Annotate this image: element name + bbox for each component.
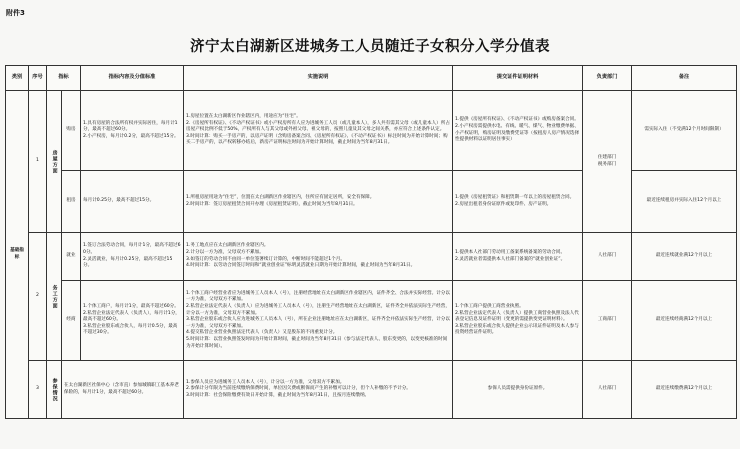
sub-indicator-cell: 就业 bbox=[62, 233, 81, 281]
docs-cell: 1.提供《房屋所有权证》、《不动产权证书》或购房备案合同。 2.小产权房需提供水电、有线、暖气、煤气、物业缴费单据、小产权证明，购房证明及缴费凭证等（按租房人房产情况选择性提供材料以证明居住事实） bbox=[453, 91, 583, 171]
sub-indicator-cell: 租房 bbox=[62, 171, 81, 233]
content-cell: 1.具有房屋的合法所有权并实际居住，每月计1分，最高不超过60分。 2.小产权房，每月计0.2分，最高不超过15分。 bbox=[81, 91, 184, 171]
docs-cell: 1.提供《房屋租赁证》和租赁期一年以上的房屋租赁合同。 2.房屋出租者身份证原件或复印件、房产证明。 bbox=[453, 171, 583, 233]
indicator-label: 参保情况 bbox=[51, 377, 58, 402]
document-title: 济宁太白湖新区进城务工人员随迁子女积分入学分值表 bbox=[190, 39, 550, 55]
header-docs: 提交证件证明材料 bbox=[453, 66, 583, 91]
note-cell: 最近连续经商满12个月以上 bbox=[632, 281, 737, 361]
dept-cell: 人社部门 bbox=[583, 361, 632, 419]
seq-cell: 3 bbox=[29, 361, 47, 419]
content-cell: 在太白湖新区社保中心（含市直）参加城镇职工基本养老保险的，每月计1分，最高不超过60分。 bbox=[62, 361, 184, 419]
seq-cell: 2 bbox=[29, 233, 47, 361]
table-row bbox=[6, 91, 737, 171]
indicator-cell bbox=[47, 233, 62, 361]
seq-cell: 1 bbox=[29, 91, 47, 233]
indicator-label: 务工方面 bbox=[51, 284, 58, 309]
indicator-label: 房屋方面 bbox=[51, 149, 58, 174]
table-row bbox=[6, 361, 737, 419]
header-content: 指标内容及分值标准 bbox=[81, 66, 184, 91]
note-cell: 最近连续缴费满12个月以上 bbox=[632, 361, 737, 419]
attachment-label: 附件3 bbox=[6, 9, 25, 17]
sub-indicator-cell: 购房 bbox=[62, 91, 81, 171]
header-dept: 负责部门 bbox=[583, 66, 632, 91]
content-cell: 1.个体工商户，每月计1分，最高不超过60分。 2.私营企业法定代表人（负责人），每月计1分，最高不超过60分。 3.私营企业股东或合伙人，每月计0.5分，最高不超过30分。 bbox=[81, 281, 184, 361]
header-explain: 实施说明 bbox=[184, 66, 453, 91]
category-cell: 基础指标 bbox=[6, 91, 29, 419]
indicator-cell bbox=[47, 361, 62, 419]
sub-indicator-cell: 经商 bbox=[62, 281, 81, 361]
explain-cell: 1.务工地点应在太白湖新区作业辖区内。 2.计分以一方为准，父母双方不累加。 3.如签订的劳动合同不由同一单位签署续订计算的，中断时间不能超过1个月。 4.时间计算：以劳动合同签订时间和“就业创业证”标明灵活就业日期为开始计算时间，截止时间为当年8月31日。 bbox=[184, 233, 453, 281]
indicator-cell bbox=[47, 91, 62, 233]
header-row bbox=[6, 66, 737, 91]
header-seq: 序号 bbox=[29, 66, 47, 91]
explain-cell: 1.个体工商户经营业者应为进城务工人员本人（号），注册经营地址在太白湖新区作业辖区内，证件齐全、合法并实际经营。计分以一方为准，父母双方不累加。 2.私营企业法定代表人（负责人）应为进城务工人员本人（号），注册生产经营地址在太白湖新区，证件齐全并依法实际生产经营，计分以一方为准，父母双方不累加。 3.私营企业股东或合伙人应为进城务工人员本人（号），所在企业注册地址应在太白湖新区，证件齐全并依法实际生产经营，计分以一方为准，父母双方不累加。 4.提交私营企业营业执照法定代表人（负责人）又是股东的不再重复计分。 5.时间计算：以营业执照签发时间为开始计算时间，截止时间为当年8月31日（参与法定代表人、股东变更的，以变更核准的时间为开始计算时间）。 bbox=[184, 281, 453, 361]
dept-cell: 人社部门 bbox=[583, 233, 632, 281]
content-cell: 1.签订合法劳动合同，每月计1分，最高不超过60分。 2.灵活就业，每月计0.25分，最高不超过15分。 bbox=[81, 233, 184, 281]
explain-cell: 1.房屋位置在太白湖新区作业辖区内，用途应为“住宅”。 2.《房屋所有权证》、《不动产权证书》或小产权房所有人应为进城务工人员（或儿童本人），多人共有需其父母（或儿童本人）所占房屋产权比例不低于50%，产权所有人与其父母或外祖父母、祖父母的，按照儿童及其父母之间关系，亦应符合上述条件认定。 3.时间计算：购买一手房产的，以房产证明（含购房备案合同、《房屋所有权证》、《不动产权证书》）标注时间为开始计算时间；购买二手房产的，以产权转移办结后，新房产证明标注时间为开始计算时间，截止时间为当年8月31日。 bbox=[184, 91, 453, 171]
note-cell: 最近连续租房并实际入住12个月以上 bbox=[632, 171, 737, 233]
explain-cell: 1.所租房屋用途为“住宅”，位置在太白湖新区作业辖区内，住所应有固定居所，安全有保障。 2.时间计算：签订房屋租赁合同开办理《房屋租赁证明》，截止时间为当年8月31日。 bbox=[184, 171, 453, 233]
header-note: 备注 bbox=[632, 66, 737, 91]
explain-cell: 1.参保人员应为进城务工人员本人（号），计分以一方为准，父母双方不累加。 2.参保计分年限为当前连续缴纳保费时间，单位因欠费或断保而产生的补缴可以计分，但个人补缴的不予计分。 3.时间计算：社会保险缴费有效日开始计算，截止时间为当年8月31日，且按月连续缴纳。 bbox=[184, 361, 453, 419]
note-cell: 最近连续就业满12个月以上 bbox=[632, 233, 737, 281]
dept-cell: 工商部门 bbox=[583, 281, 632, 361]
note-cell: 需实际入住（不受满12个月时间限制） bbox=[632, 91, 737, 171]
table-row bbox=[6, 281, 737, 361]
header-category: 类别 bbox=[6, 66, 29, 91]
dept-cell: 住建部门 税务部门 bbox=[583, 91, 632, 233]
table-row bbox=[6, 233, 737, 281]
score-table bbox=[5, 65, 737, 419]
docs-cell: 参保人员需提供身份证原件。 bbox=[453, 361, 583, 419]
docs-cell: 1.提供本人社部门劳动用工备案系统备案的劳动合同。 2.灵活就业者需提供本人社部门备案的“就业创业证”。 bbox=[453, 233, 583, 281]
content-cell: 每月计0.25分，最高不超过15分。 bbox=[81, 171, 184, 233]
docs-cell: 1.个体工商户提供工商营业执照。 2.私营企业法定代表人（负责人）提供工商营业执照及法人代表登记信息及证件证明（变更的需提供变更证明材料）。 3.私营企业股东或合伙人提供企业公示讯证件证明及本人参与投资经营证件证明。 bbox=[453, 281, 583, 361]
header-indicator: 指标 bbox=[47, 66, 81, 91]
